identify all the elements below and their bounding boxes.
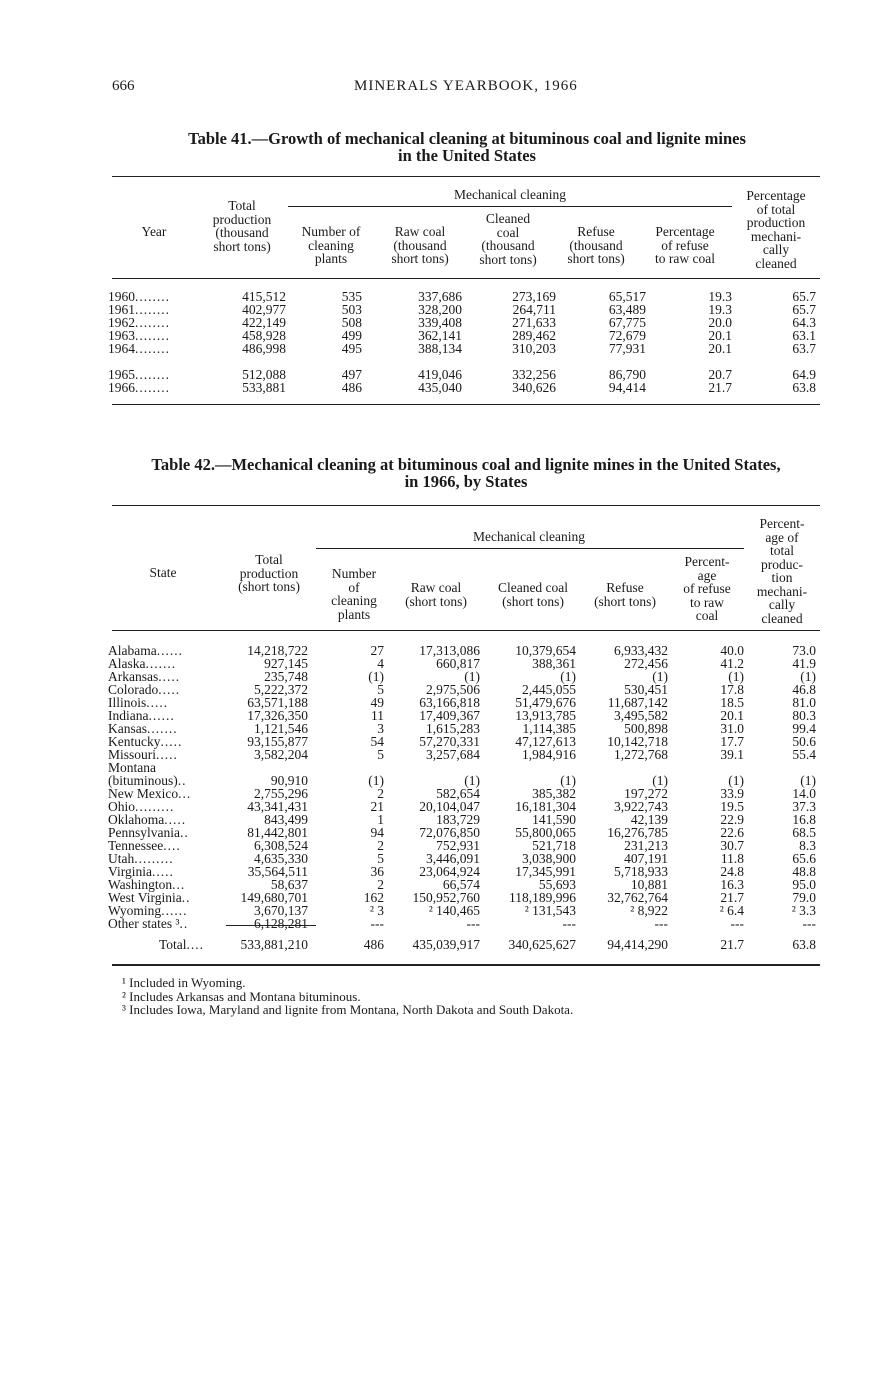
table42-total (108, 938, 820, 951)
table-cell: 20.1 (708, 328, 732, 343)
table-cell: ² 3 (369, 903, 384, 918)
table-cell: 77,931 (608, 341, 646, 356)
table-cell: 407,191 (624, 851, 668, 866)
table-cell: 495 (341, 341, 362, 356)
table-cell: 1,121,546 (254, 721, 308, 736)
table-cell: 752,931 (436, 838, 480, 853)
table-cell: 94 (370, 825, 384, 840)
table-cell: --- (466, 916, 480, 931)
table-cell: 843,499 (264, 812, 308, 827)
table-cell: 57,270,331 (419, 734, 480, 749)
t41-head-mechanical: Mechanical cleaning (453, 187, 567, 202)
table-cell: ² 140,465 (428, 903, 480, 918)
table-cell: 5 (377, 851, 384, 866)
table-cell: (1) (800, 669, 816, 684)
table-cell: 33.9 (720, 786, 744, 801)
table-cell: 64.3 (792, 315, 816, 330)
table-cell: (1) (464, 773, 480, 788)
table-cell: 64.9 (792, 367, 816, 382)
table-cell: 388,361 (532, 656, 576, 671)
t41-head-pct-total: Percentage of total production mechani- cally cleaned (746, 188, 806, 271)
total-label: Total.... (158, 937, 204, 952)
table-cell: 340,626 (512, 380, 556, 395)
row-label: Ohio......... (108, 799, 175, 814)
row-label: Alabama...... (108, 643, 183, 658)
table-cell: 86,790 (608, 367, 646, 382)
table-cell: 41.2 (720, 656, 744, 671)
table-cell: 65.7 (792, 302, 816, 317)
table-cell: 79.0 (792, 890, 816, 905)
t42-head-pct-refuse: Percent- age of refuse to raw coal (683, 554, 731, 623)
t42-head-raw: Raw coal (short tons) (405, 580, 467, 609)
t41-head-year: Year (141, 224, 167, 239)
table-cell: 3,257,684 (426, 747, 480, 762)
row-label: Kentucky..... (108, 734, 183, 749)
table-cell: 435,040 (418, 380, 462, 395)
row-label: Tennessee.... (108, 838, 181, 853)
row-label: Other states ³.. (108, 916, 189, 931)
table-cell: 32,762,764 (607, 890, 668, 905)
table-cell: 50.6 (792, 734, 816, 749)
table-cell: 273,169 (512, 289, 556, 304)
t42-head-mechanical: Mechanical cleaning (472, 529, 586, 544)
total-cell: 435,039,917 (412, 937, 480, 952)
table-cell: 49 (370, 695, 384, 710)
table-cell: 21.7 (720, 890, 744, 905)
row-label: Alaska....... (108, 656, 177, 671)
footnote-3: ³ Includes Iowa, Maryland and lignite from Montana, North Dakota and South Dakota. (122, 1002, 574, 1017)
row-label: Kansas....... (108, 721, 178, 736)
table41-title-line2: in the United States (398, 146, 536, 165)
table-cell: 17,345,991 (515, 864, 576, 879)
table-cell: 93,155,877 (247, 734, 308, 749)
table-cell: 535 (341, 289, 362, 304)
table-cell: 141,590 (532, 812, 576, 827)
table42-title-line2: in 1966, by States (404, 472, 528, 491)
table-cell: --- (730, 916, 744, 931)
table-cell: 10,142,718 (607, 734, 668, 749)
table-cell: 10,881 (630, 877, 668, 892)
table-row (108, 904, 820, 917)
table-cell: 2 (377, 786, 384, 801)
table-cell: ² 131,543 (524, 903, 576, 918)
table-cell: 35,564,511 (247, 864, 308, 879)
table-cell: 530,451 (624, 682, 668, 697)
row-label: 1964........ (108, 341, 170, 356)
row-label: Oklahoma..... (108, 812, 187, 827)
table-cell: 3 (377, 721, 384, 736)
t41-head-cleaned: Cleaned coal (thousand short tons) (479, 211, 537, 267)
table-cell: 19.5 (720, 799, 744, 814)
table-cell: 422,149 (242, 315, 286, 330)
table-cell: --- (654, 916, 668, 931)
table-cell: 20.0 (708, 315, 732, 330)
row-label: Arkansas..... (108, 669, 181, 684)
table-cell: 499 (341, 328, 362, 343)
table42-title-line1: Table 42.—Mechanical cleaning at bituminous coal and lignite mines in the United States, (151, 455, 781, 474)
table-cell: 8.3 (799, 838, 816, 853)
t42-span-rule (316, 548, 744, 549)
table-cell: 3,670,137 (254, 903, 308, 918)
table-cell: 582,654 (436, 786, 480, 801)
table-cell: 231,213 (624, 838, 668, 853)
table42-body (108, 644, 820, 930)
table-cell: --- (370, 916, 384, 931)
row-label: Indiana...... (108, 708, 175, 723)
table-cell: 42,139 (630, 812, 668, 827)
t41-head-pct-refuse: Percentage of refuse to raw coal (655, 224, 715, 266)
table-cell: 19.3 (708, 289, 732, 304)
table-row (108, 917, 820, 930)
table-row (108, 381, 820, 394)
table-cell: ² 6.4 (719, 903, 744, 918)
table42-header-rule (112, 630, 820, 631)
table-cell: (1) (652, 773, 668, 788)
table-cell: 17,313,086 (419, 643, 480, 658)
table-cell: 63.7 (792, 341, 816, 356)
table-cell: 20,104,047 (419, 799, 480, 814)
t42-head-refuse: Refuse (short tons) (594, 580, 656, 609)
table-cell: 486,998 (242, 341, 286, 356)
table-cell: 16,181,304 (515, 799, 576, 814)
t42-head-cleaned: Cleaned coal (short tons) (497, 580, 569, 609)
row-label: Pennsylvania.. (108, 825, 189, 840)
table-cell: 46.8 (792, 682, 816, 697)
table42-bottom-rule (112, 964, 820, 966)
total-cell: 486 (363, 937, 384, 952)
table-cell: 81.0 (792, 695, 816, 710)
total-cell: 94,414,290 (607, 937, 668, 952)
table-cell: (1) (728, 669, 744, 684)
table-cell: 63.1 (792, 328, 816, 343)
table-cell: (1) (728, 773, 744, 788)
table-cell: 17,326,350 (247, 708, 308, 723)
table-cell: 10,379,654 (515, 643, 576, 658)
table-cell: (1) (560, 669, 576, 684)
table-cell: 486 (341, 380, 362, 395)
table-cell: 388,134 (418, 341, 462, 356)
table41-bottom-rule (112, 404, 820, 405)
table42-title (108, 456, 824, 490)
table-cell: 81,442,801 (247, 825, 308, 840)
table-cell: (1) (368, 773, 384, 788)
table-cell: 118,189,996 (509, 890, 576, 905)
table-cell: 927,145 (264, 656, 308, 671)
table-cell: 65,517 (608, 289, 646, 304)
table-cell: 17.7 (720, 734, 744, 749)
table-cell: 1 (377, 812, 384, 827)
table-cell: 72,679 (608, 328, 646, 343)
table-cell: 1,114,385 (522, 721, 576, 736)
table-cell: (1) (464, 669, 480, 684)
table-cell: 2 (377, 877, 384, 892)
t42-head-plants: Number of cleaning plants (331, 566, 377, 622)
table-cell: 14,218,722 (247, 643, 308, 658)
row-label: Missouri..... (108, 747, 178, 762)
table-cell: 54 (370, 734, 384, 749)
t41-head-plants: Number of cleaning plants (301, 224, 361, 266)
table-cell: 458,928 (242, 328, 286, 343)
table-cell: 3,038,900 (522, 851, 576, 866)
table-cell: 90,910 (270, 773, 308, 788)
table-cell: 16.8 (792, 812, 816, 827)
table-cell: 66,574 (442, 877, 480, 892)
table-cell: 20.1 (708, 341, 732, 356)
table-row (108, 748, 820, 761)
table-cell: 512,088 (242, 367, 286, 382)
table-cell: 332,256 (512, 367, 556, 382)
table-cell: 337,686 (418, 289, 462, 304)
row-label: Colorado..... (108, 682, 181, 697)
table-cell: 73.0 (792, 643, 816, 658)
table-cell: 310,203 (512, 341, 556, 356)
table-cell: 14.0 (792, 786, 816, 801)
table-cell: 149,680,701 (240, 890, 308, 905)
table-cell: (1) (560, 773, 576, 788)
table41-top-rule (112, 176, 820, 177)
total-cell: 533,881,210 (240, 937, 308, 952)
table-cell: 150,952,760 (412, 890, 480, 905)
table-cell: 17,409,367 (419, 708, 480, 723)
table-cell: 264,711 (512, 302, 556, 317)
table41-header-rule (112, 278, 820, 279)
row-label: 1963........ (108, 328, 170, 343)
table-cell: ² 3.3 (791, 903, 816, 918)
row-label: Illinois..... (108, 695, 169, 710)
t41-head-total: Total production (thousand short tons) (212, 198, 272, 254)
table-cell: 2,445,055 (522, 682, 576, 697)
table-cell: 3,922,743 (614, 799, 668, 814)
page-number: 666 (112, 78, 135, 94)
total-cell: 340,625,627 (508, 937, 576, 952)
table-cell: 55,800,065 (515, 825, 576, 840)
table-cell: 415,512 (242, 289, 286, 304)
t41-head-raw: Raw coal (thousand short tons) (391, 224, 449, 266)
table-cell: 72,076,850 (419, 825, 480, 840)
footnote-1: ¹ Included in Wyoming. (122, 975, 246, 990)
t42-head-pct-total: Percent- age of total produc- tion mechani- cally cleaned (756, 516, 808, 626)
t41-head-refuse: Refuse (thousand short tons) (567, 224, 625, 266)
row-label: 1960........ (108, 289, 170, 304)
table-cell: 68.5 (792, 825, 816, 840)
total-row (108, 938, 820, 951)
running-header: MINERALS YEARBOOK, 1966 (354, 78, 578, 94)
table-cell: --- (802, 916, 816, 931)
table-cell: 95.0 (792, 877, 816, 892)
table-cell: 235,748 (264, 669, 308, 684)
table42-top-rule (112, 505, 820, 506)
t41-span-rule (288, 206, 732, 207)
t42-head-total: Total production (short tons) (238, 552, 300, 594)
table-cell: 80.3 (792, 708, 816, 723)
table-cell: 20.7 (708, 367, 732, 382)
row-label: Utah......... (108, 851, 174, 866)
table-cell: (1) (652, 669, 668, 684)
table-cell: 65.7 (792, 289, 816, 304)
table-cell: 1,984,916 (522, 747, 576, 762)
table-cell: 385,382 (532, 786, 576, 801)
footnote-2: ² Includes Arkansas and Montana bituminous. (122, 988, 361, 1004)
table-cell: 17.8 (720, 682, 744, 697)
table-cell: 272,456 (624, 656, 668, 671)
table-cell: 48.8 (792, 864, 816, 879)
table-cell: 22.6 (720, 825, 744, 840)
table-cell: 6,933,432 (614, 643, 668, 658)
table-cell: 289,462 (512, 328, 556, 343)
table41-body (108, 290, 820, 394)
table-cell: 2,755,296 (254, 786, 308, 801)
table-cell: 21 (370, 799, 384, 814)
table-cell: 63.8 (792, 380, 816, 395)
table-cell: 2 (377, 838, 384, 853)
table41-title-line1: Table 41.—Growth of mechanical cleaning at bituminous coal and lignite mines (188, 129, 746, 148)
footnotes (122, 976, 573, 1017)
table-cell: 58,637 (270, 877, 308, 892)
table-cell: 22.9 (720, 812, 744, 827)
row-label: New Mexico... (108, 786, 192, 801)
table41-title (112, 130, 822, 164)
table-cell: 497 (341, 367, 362, 382)
row-label: 1966........ (108, 380, 170, 395)
table-cell: --- (562, 916, 576, 931)
table-cell: 94,414 (608, 380, 646, 395)
table-cell: 6,128,281 (254, 916, 308, 931)
table-cell: ² 8,922 (630, 903, 668, 918)
table-cell: 16.3 (720, 877, 744, 892)
row-label: (bituminous).. (108, 773, 187, 788)
table-cell: 328,200 (418, 302, 462, 317)
table-cell: 36 (370, 864, 384, 879)
table-cell: 3,446,091 (426, 851, 480, 866)
table-cell: 65.6 (792, 851, 816, 866)
table-cell: 271,633 (512, 315, 556, 330)
table-cell: 4 (377, 656, 384, 671)
table-cell: 1,272,768 (614, 747, 668, 762)
t42-total-rule (226, 925, 316, 926)
table-cell: 5,718,933 (614, 864, 668, 879)
table-cell: 63,166,818 (419, 695, 480, 710)
table-cell: 500,898 (624, 721, 668, 736)
table-cell: 47,127,613 (515, 734, 576, 749)
row-label: Wyoming...... (108, 903, 188, 918)
row-label: 1962........ (108, 315, 170, 330)
table-cell: 533,881 (242, 380, 286, 395)
table-cell: 5 (377, 747, 384, 762)
table-cell: 30.7 (720, 838, 744, 853)
table-cell: 503 (341, 302, 362, 317)
table-cell: 521,718 (532, 838, 576, 853)
table-cell: 13,913,785 (515, 708, 576, 723)
table-cell: 508 (341, 315, 362, 330)
table-cell: 43,341,431 (247, 799, 308, 814)
table-cell: 19.3 (708, 302, 732, 317)
table-cell: 63,571,188 (247, 695, 308, 710)
table-cell: 21.7 (708, 380, 732, 395)
table-cell: 55.4 (792, 747, 816, 762)
t42-head-state: State (149, 565, 177, 580)
table-cell: 339,408 (418, 315, 462, 330)
table-cell: 67,775 (608, 315, 646, 330)
row-label: Virginia..... (108, 864, 174, 879)
table-cell: 6,308,524 (254, 838, 308, 853)
table-cell: 419,046 (418, 367, 462, 382)
table-cell: 40.0 (720, 643, 744, 658)
row-label: 1965........ (108, 367, 170, 382)
table-cell: 3,582,204 (254, 747, 308, 762)
table-cell: 2,975,506 (426, 682, 480, 697)
table-cell: 20.1 (720, 708, 744, 723)
table-cell: (1) (800, 773, 816, 788)
table-cell: 39.1 (720, 747, 744, 762)
row-label: Washington... (108, 877, 186, 892)
table-cell: 11,687,142 (607, 695, 668, 710)
row-label: 1961........ (108, 302, 170, 317)
table-cell: 31.0 (720, 721, 744, 736)
table-cell: 5 (377, 682, 384, 697)
table-cell: 23,064,924 (419, 864, 480, 879)
table-cell: 18.5 (720, 695, 744, 710)
table-cell: 11 (371, 708, 384, 723)
table-cell: 183,729 (436, 812, 480, 827)
row-label: Montana (108, 760, 156, 775)
table-cell: (1) (368, 669, 384, 684)
table-cell: 63,489 (608, 302, 646, 317)
table-cell: 660,817 (436, 656, 480, 671)
table-cell: 11.8 (720, 851, 744, 866)
total-cell: 21.7 (720, 937, 744, 952)
table-cell: 16,276,785 (607, 825, 668, 840)
total-cell: 63.8 (792, 937, 816, 952)
table-cell: 162 (363, 890, 384, 905)
table-cell: 55,693 (538, 877, 576, 892)
table-cell: 41.9 (792, 656, 816, 671)
table-cell: 51,479,676 (515, 695, 576, 710)
table-cell: 99.4 (792, 721, 816, 736)
table-cell: 197,272 (624, 786, 668, 801)
table-cell: 27 (370, 643, 384, 658)
table-cell: 402,977 (242, 302, 286, 317)
table-cell: 24.8 (720, 864, 744, 879)
table-row (108, 342, 820, 355)
table-cell: 1,615,283 (426, 721, 480, 736)
table-cell: 3,495,582 (614, 708, 668, 723)
table-cell: 4,635,330 (254, 851, 308, 866)
table-cell: 5,222,372 (254, 682, 308, 697)
table-cell: 362,141 (418, 328, 462, 343)
row-label: West Virginia.. (108, 890, 191, 905)
table-cell: 37.3 (792, 799, 816, 814)
